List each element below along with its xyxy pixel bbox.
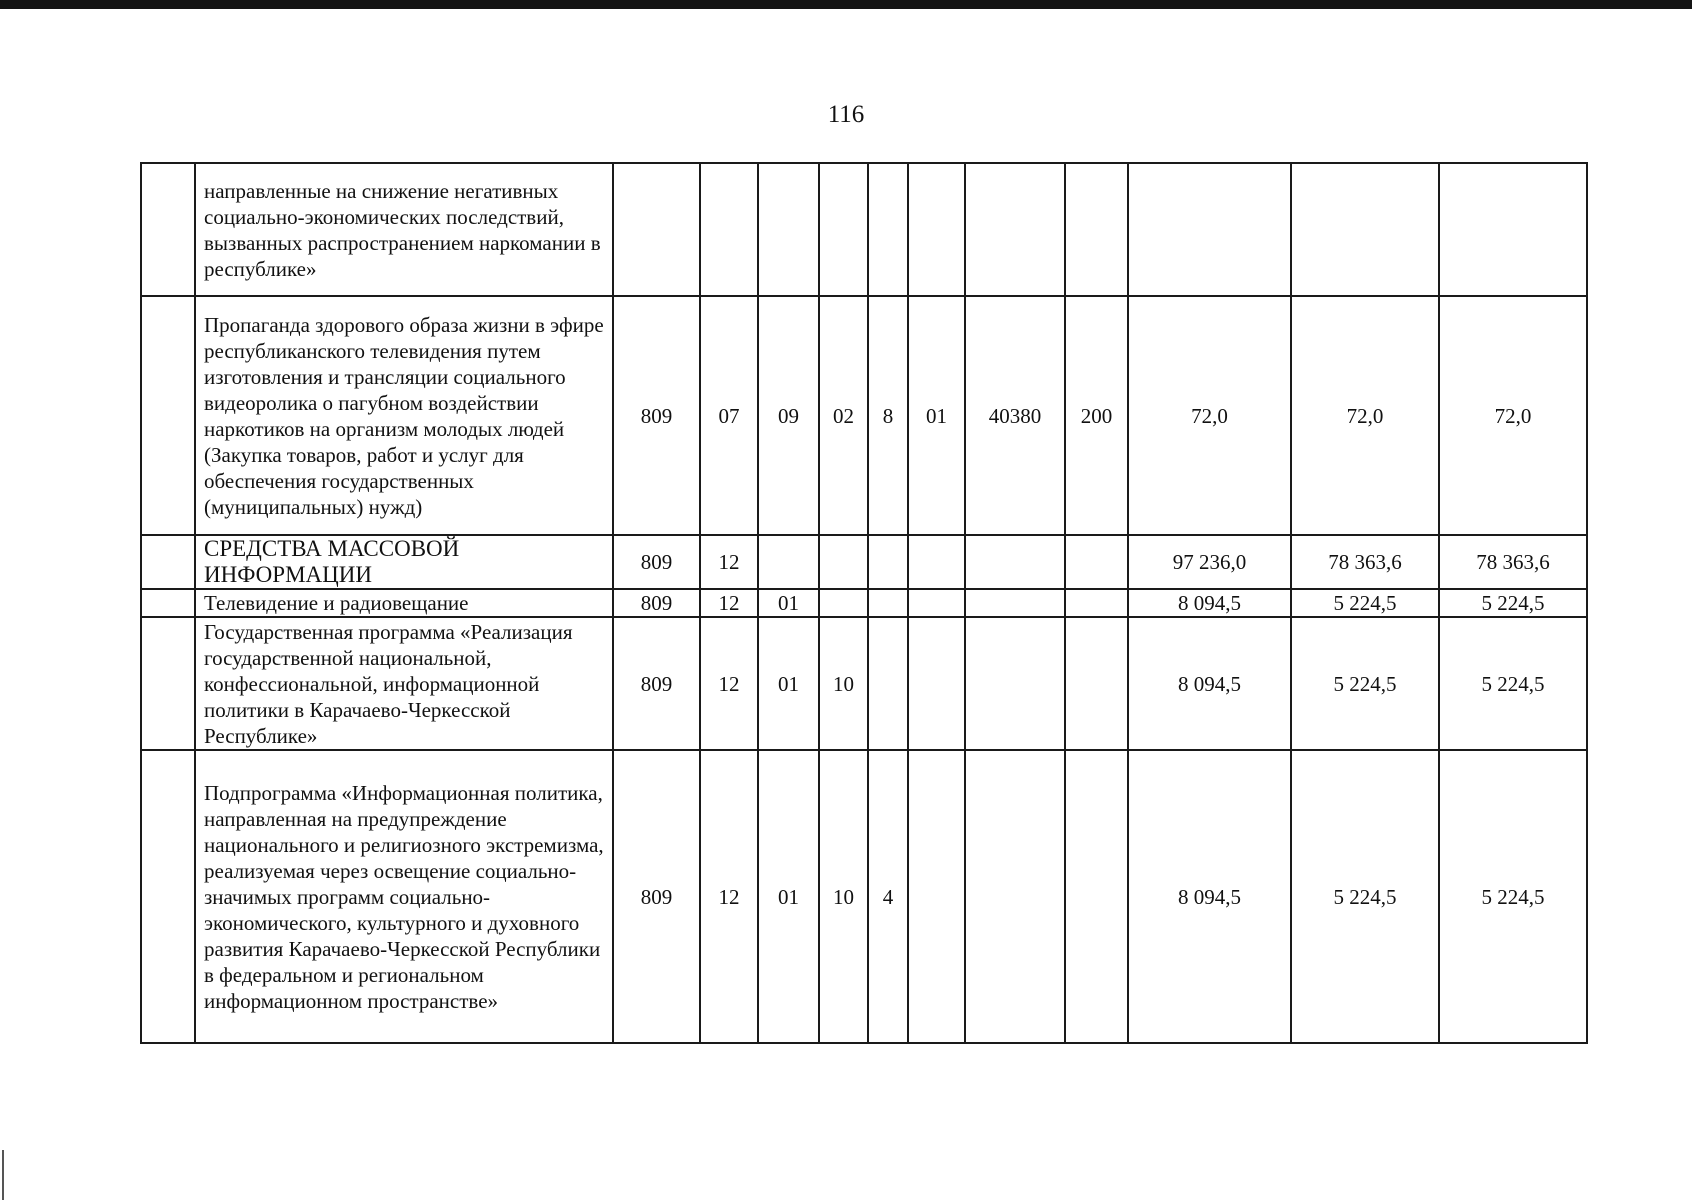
table-row: [141, 296, 1587, 535]
row-number-cell: [141, 296, 195, 535]
amount-year-1: 8 094,5: [1128, 617, 1291, 750]
subprogram-code: [868, 163, 908, 296]
scan-edge-mark: [2, 1150, 4, 1200]
amount-year-1: 97 236,0: [1128, 535, 1291, 589]
amount-year-3: [1439, 163, 1587, 296]
amount-year-3: 5 224,5: [1439, 589, 1587, 617]
row-number-cell: [141, 617, 195, 750]
program-code: [819, 535, 868, 589]
row-number-cell: [141, 163, 195, 296]
row-name: Подпрограмма «Информационная политика, направленная на предупреждение национального и религиозного экстремизма, реализуемая через освещение социально-значимых программ социально-экономического, культурного и духовного развития Карачаево-Черкесской Республики в федеральном и региональном информационном пространстве»: [195, 750, 613, 1043]
podrazdel-code: [758, 535, 819, 589]
amount-year-2: 78 363,6: [1291, 535, 1439, 589]
razdel-code: 12: [700, 617, 758, 750]
subprogram-code: [868, 535, 908, 589]
measure-code: 01: [908, 296, 965, 535]
amount-year-3: 72,0: [1439, 296, 1587, 535]
table-row: [141, 535, 1587, 589]
amount-year-1: 8 094,5: [1128, 750, 1291, 1043]
expense-type-code: [1065, 617, 1128, 750]
table-row: [141, 163, 1587, 296]
program-code: 10: [819, 617, 868, 750]
direction-code: [965, 750, 1065, 1043]
program-code: [819, 163, 868, 296]
expense-type-code: [1065, 589, 1128, 617]
direction-code: [965, 617, 1065, 750]
expense-type-code: [1065, 163, 1128, 296]
razdel-code: 12: [700, 589, 758, 617]
razdel-code: [700, 163, 758, 296]
amount-year-1: [1128, 163, 1291, 296]
razdel-code: 12: [700, 535, 758, 589]
program-code: 10: [819, 750, 868, 1043]
row-name: направленные на снижение негативных социально-экономических последствий, вызванных распространением наркомании в республике»: [195, 163, 613, 296]
expense-type-code: [1065, 750, 1128, 1043]
amount-year-3: 5 224,5: [1439, 750, 1587, 1043]
budget-table: [140, 162, 1588, 1044]
amount-year-3: 5 224,5: [1439, 617, 1587, 750]
amount-year-1: 72,0: [1128, 296, 1291, 535]
table-row: [141, 589, 1587, 617]
podrazdel-code: 01: [758, 750, 819, 1043]
measure-code: [908, 750, 965, 1043]
expense-type-code: 200: [1065, 296, 1128, 535]
amount-year-2: 72,0: [1291, 296, 1439, 535]
podrazdel-code: 01: [758, 589, 819, 617]
subprogram-code: [868, 617, 908, 750]
measure-code: [908, 589, 965, 617]
measure-code: [908, 163, 965, 296]
amount-year-2: 5 224,5: [1291, 617, 1439, 750]
podrazdel-code: [758, 163, 819, 296]
amount-year-2: 5 224,5: [1291, 589, 1439, 617]
table-row: [141, 617, 1587, 750]
expense-type-code: [1065, 535, 1128, 589]
program-code: [819, 589, 868, 617]
podrazdel-code: 09: [758, 296, 819, 535]
subprogram-code: 4: [868, 750, 908, 1043]
amount-year-1: 8 094,5: [1128, 589, 1291, 617]
subprogram-code: [868, 589, 908, 617]
measure-code: [908, 617, 965, 750]
table-row: [141, 750, 1587, 1043]
direction-code: 40380: [965, 296, 1065, 535]
row-number-cell: [141, 750, 195, 1043]
razdel-code: 07: [700, 296, 758, 535]
program-code: 02: [819, 296, 868, 535]
scan-top-border: [0, 0, 1692, 9]
direction-code: [965, 535, 1065, 589]
vedomstvo-code: 809: [613, 296, 700, 535]
direction-code: [965, 163, 1065, 296]
measure-code: [908, 535, 965, 589]
row-number-cell: [141, 535, 195, 589]
vedomstvo-code: 809: [613, 589, 700, 617]
vedomstvo-code: 809: [613, 535, 700, 589]
row-name: СРЕДСТВА МАССОВОЙ ИНФОРМАЦИИ: [195, 535, 613, 589]
vedomstvo-code: [613, 163, 700, 296]
amount-year-2: 5 224,5: [1291, 750, 1439, 1043]
amount-year-2: [1291, 163, 1439, 296]
row-name: Пропаганда здорового образа жизни в эфире республиканского телевидения путем изготовления и трансляции социального видеоролика о пагубном воздействии наркотиков на организм молодых людей (Закупка товаров, работ и услуг для обеспечения государственных (муниципальных) нужд): [195, 296, 613, 535]
direction-code: [965, 589, 1065, 617]
vedomstvo-code: 809: [613, 617, 700, 750]
podrazdel-code: 01: [758, 617, 819, 750]
amount-year-3: 78 363,6: [1439, 535, 1587, 589]
row-name: Телевидение и радиовещание: [195, 589, 613, 617]
razdel-code: 12: [700, 750, 758, 1043]
row-name: Государственная программа «Реализация государственной национальной, конфессиональной, информационной политики в Карачаево-Черкесской Республике»: [195, 617, 613, 750]
vedomstvo-code: 809: [613, 750, 700, 1043]
page-number: 116: [827, 101, 865, 128]
row-number-cell: [141, 589, 195, 617]
subprogram-code: 8: [868, 296, 908, 535]
